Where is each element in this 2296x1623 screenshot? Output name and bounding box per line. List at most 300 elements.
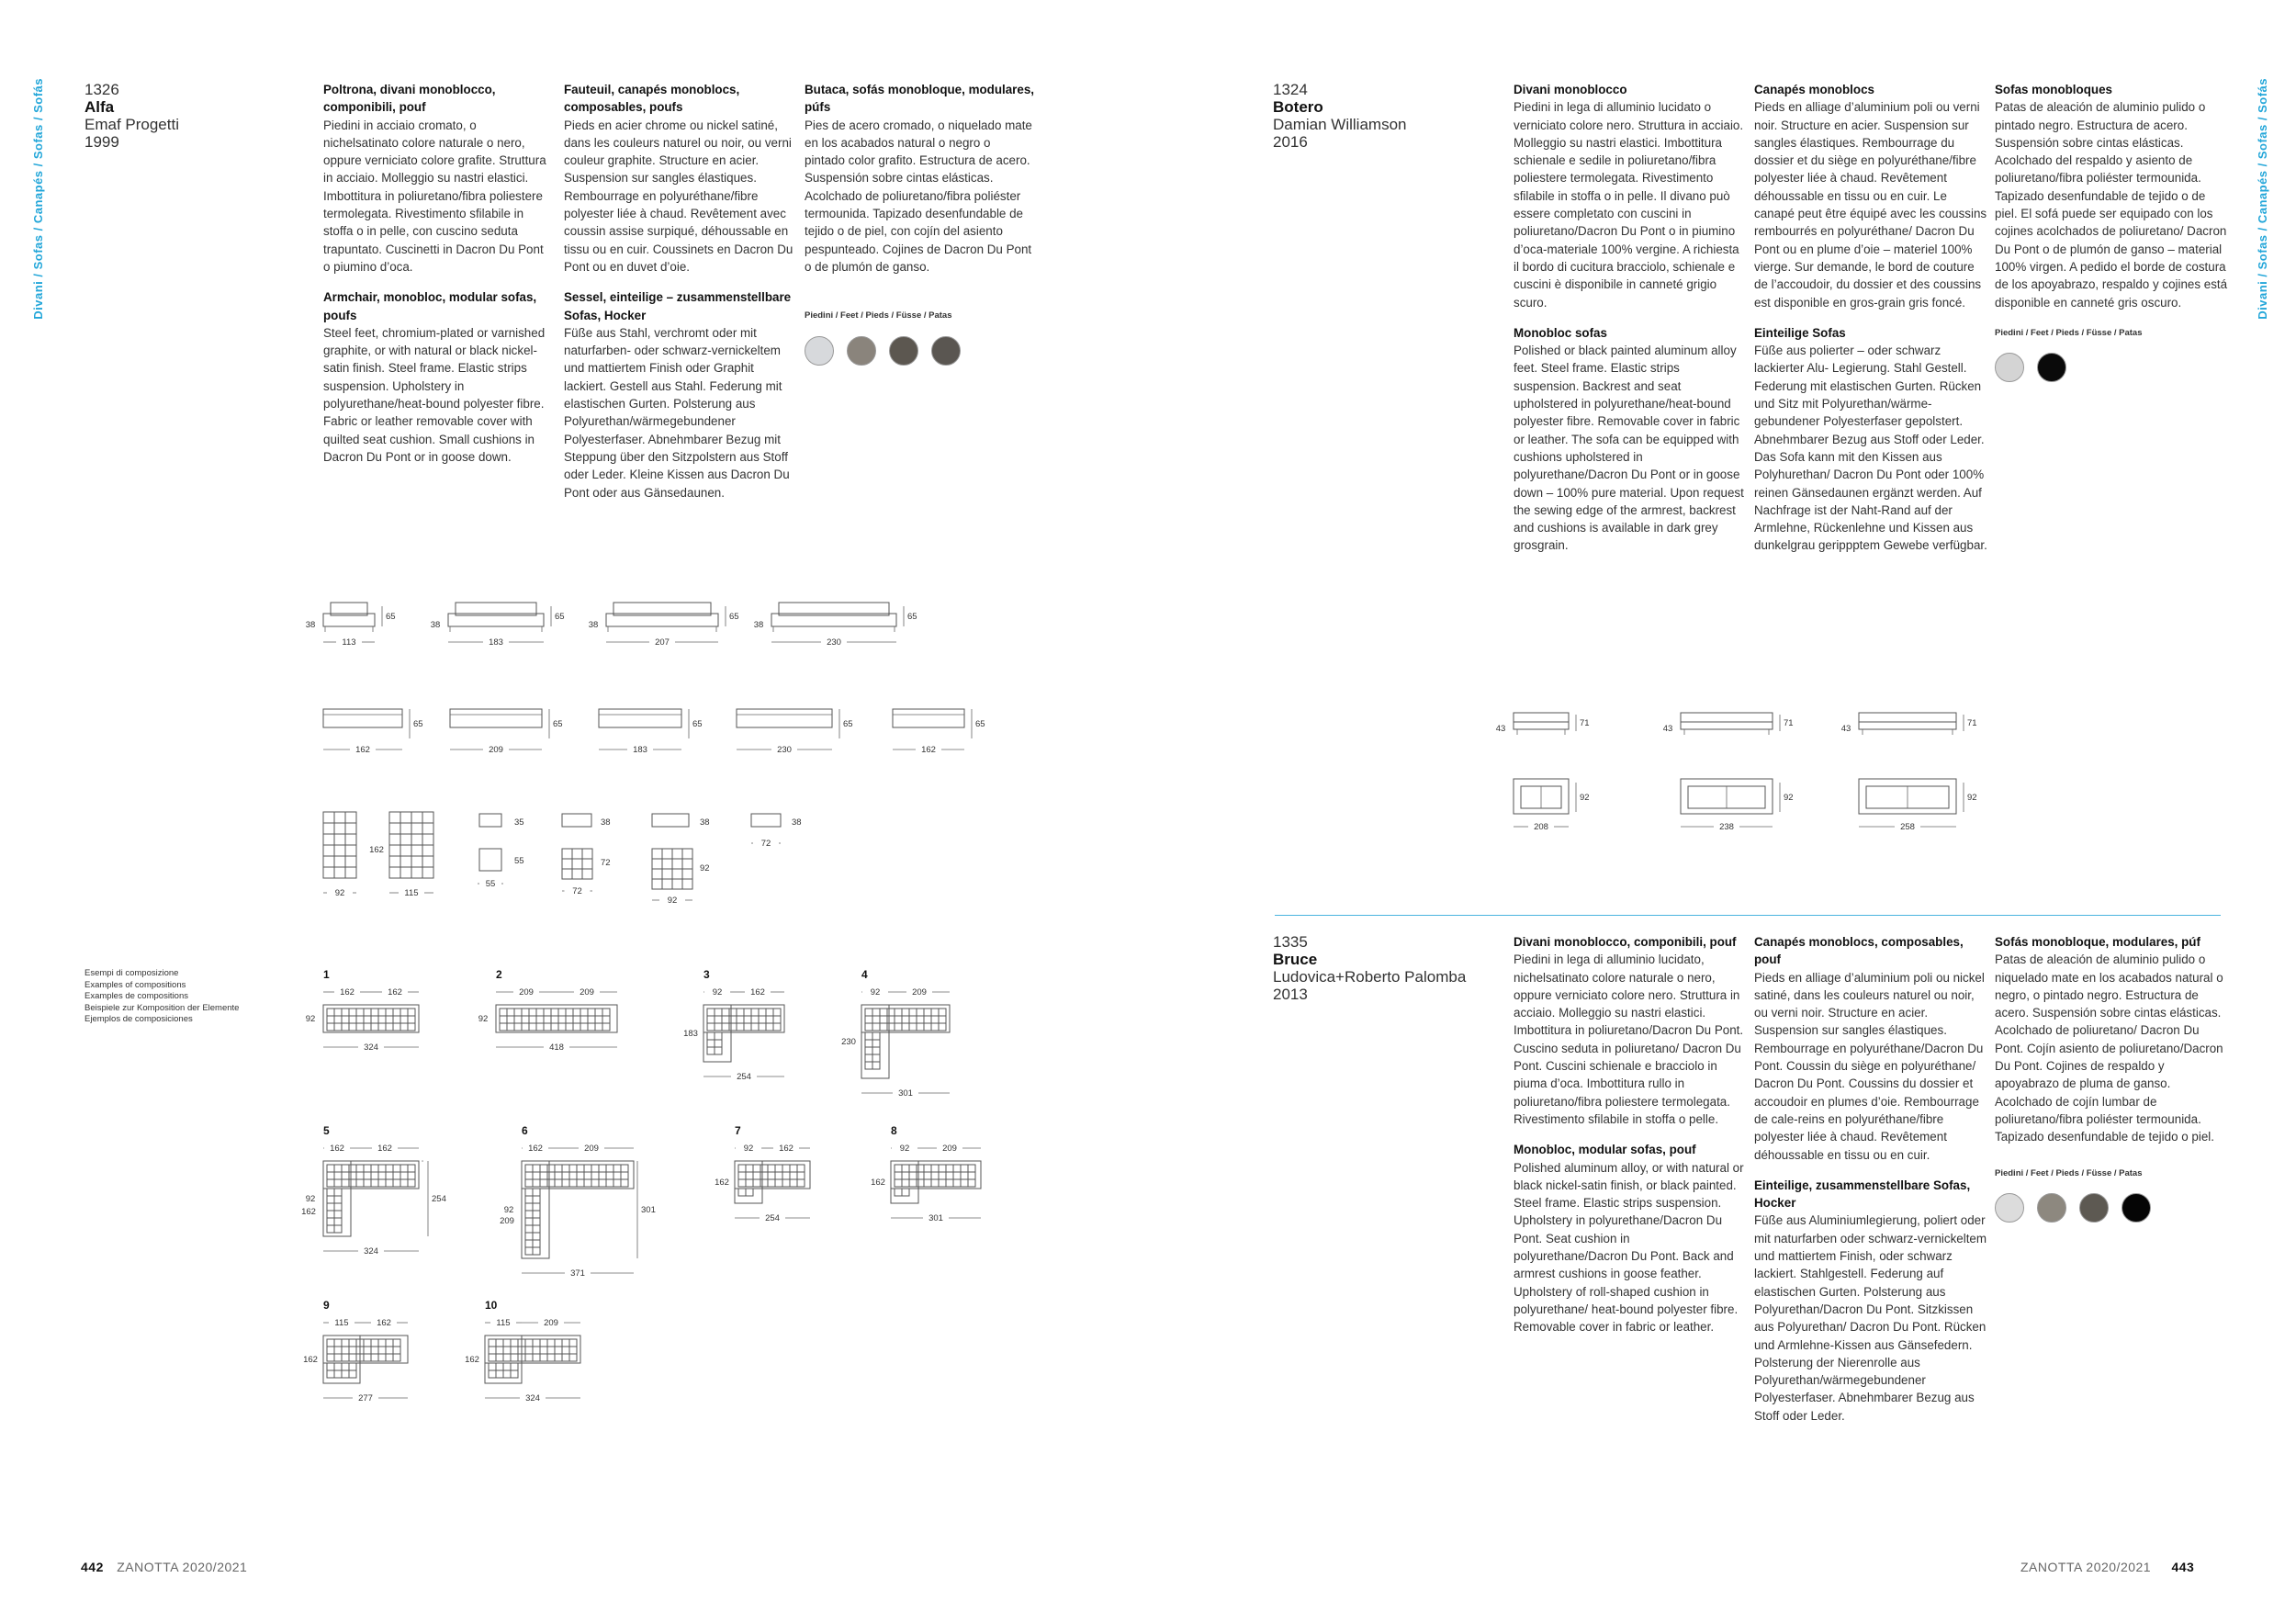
composition-cell: [573, 1016, 580, 1023]
dimension-label: 115: [496, 1318, 511, 1328]
composition-cell: [931, 1179, 939, 1187]
dimension-label: 254: [765, 1213, 780, 1223]
composition-cell: [386, 1023, 393, 1031]
composition-cell: [334, 1189, 342, 1196]
composition-cell: [880, 1009, 887, 1016]
cushion-cell: [345, 867, 356, 878]
composition-cell: [371, 1339, 378, 1347]
composition-cell: [946, 1179, 953, 1187]
composition-cell: [924, 1165, 931, 1172]
composition-cell: [511, 1363, 518, 1370]
composition-cell: [503, 1347, 511, 1354]
product-year: 2016: [1273, 133, 1308, 151]
composition-cell: [371, 1354, 378, 1361]
composition-cell: [865, 1016, 872, 1023]
composition-cell: [555, 1179, 562, 1187]
composition-cell: [895, 1023, 902, 1031]
dimension-label: 92: [899, 1144, 910, 1154]
composition-cell: [364, 1179, 371, 1187]
composition-cell: [887, 1009, 895, 1016]
dimension-label: 277: [358, 1393, 373, 1403]
composition-cell: [371, 1179, 378, 1187]
composition-cell: [895, 1172, 902, 1179]
composition-cell: [606, 1165, 613, 1172]
dimension-label: 230: [827, 637, 841, 648]
composition-cell: [555, 1347, 562, 1354]
cushion-cell: [323, 834, 334, 845]
composition-cell: [737, 1016, 744, 1023]
composition-cell: [909, 1009, 917, 1016]
cushion-cell: [422, 845, 433, 856]
composition-cell: [569, 1165, 577, 1172]
dimension-label: 38: [700, 817, 710, 828]
cushion-cell: [582, 859, 592, 869]
composition-cell: [533, 1339, 540, 1347]
composition-cell: [342, 1172, 349, 1179]
cushion-cell: [662, 859, 672, 869]
dimension-label: 38: [753, 620, 764, 630]
product-designer: Ludovica+Roberto Palomba: [1273, 968, 1467, 986]
composition-cell: [489, 1370, 496, 1378]
composition-cell: [746, 1189, 753, 1196]
side-category-label-right: Divani / Sofas / Canapés / Sofas / Sofás: [2256, 78, 2269, 320]
composition-number: 6: [522, 1124, 528, 1137]
composition-cell: [400, 1016, 408, 1023]
composition-cell: [588, 1016, 595, 1023]
cushion-cell: [334, 856, 345, 867]
composition-cell: [924, 1009, 931, 1016]
composition-cell: [349, 1339, 356, 1347]
composition-cell: [364, 1016, 371, 1023]
composition-cell: [599, 1172, 606, 1179]
composition-cell: [595, 1016, 602, 1023]
feet-finish-label: Piedini / Feet / Pieds / Füsse / Patas: [1995, 327, 2143, 338]
composition-cell: [909, 1165, 917, 1172]
composition-cell: [378, 1016, 386, 1023]
composition-cell: [547, 1172, 555, 1179]
composition-cell: [327, 1339, 334, 1347]
cushion-cell: [662, 849, 672, 859]
cushion-cell: [572, 869, 582, 879]
composition-cell: [902, 1165, 909, 1172]
composition-cell: [334, 1009, 342, 1016]
composition-cell: [533, 1203, 540, 1211]
composition-cell: [790, 1165, 797, 1172]
alfa-de-text: Füße aus Stahl, verchromt oder mit naturfarben- oder schwarz-vernickeltem und mattiertem Finish oder Graphit lackiert. Gestell aus Stahl. Federung mit elastischen Gurten. Polsterung aus Polyurethan/wärmegebundener Polyesterfaser. Abnehmbarer Bezug mit Steppung über den Sitzpolstern aus Stoff oder Leder. Kleine Kissen aus Dacron Du Pont oder aus Gänsedaunen.: [564, 325, 790, 500]
composition-cell: [715, 1032, 722, 1040]
composition-cell: [533, 1347, 540, 1354]
cushion-cell: [411, 834, 422, 845]
composition-cell: [902, 1016, 909, 1023]
compositions-label-line: Beispiele zur Komposition der Elemente: [84, 1002, 240, 1013]
composition-cell: [744, 1023, 751, 1031]
alfa-en-title: Armchair, monobloc, modular sofas, poufs: [323, 290, 537, 322]
composition-cell: [533, 1189, 540, 1196]
composition-cell: [939, 1172, 946, 1179]
composition-cell: [584, 1179, 591, 1187]
composition-cell: [729, 1023, 737, 1031]
dimension-label: 209: [489, 745, 503, 755]
dimension-label: 92: [503, 1205, 514, 1215]
composition-cell: [503, 1354, 511, 1361]
composition-cell: [613, 1179, 621, 1187]
composition-cell: [775, 1179, 782, 1187]
composition-cell: [577, 1165, 584, 1172]
dimension-label: 209: [942, 1144, 957, 1154]
composition-cell: [408, 1009, 415, 1016]
composition-cell: [782, 1165, 790, 1172]
composition-cell: [895, 1009, 902, 1016]
cushion-cell: [672, 859, 682, 869]
composition-cell: [759, 1009, 766, 1016]
composition-cell: [562, 1347, 569, 1354]
cushion-cell: [682, 859, 692, 869]
cushion-cell: [389, 856, 400, 867]
composition-cell: [917, 1016, 924, 1023]
composition-cell: [327, 1347, 334, 1354]
composition-cell: [939, 1009, 946, 1016]
botero-it-title: Divani monoblocco: [1514, 83, 1627, 96]
dimension-label: 43: [1840, 724, 1851, 734]
dimension-label: 258: [1900, 822, 1915, 832]
composition-cell: [327, 1370, 334, 1378]
dimension-label: 65: [553, 719, 563, 729]
composition-cell: [371, 1172, 378, 1179]
composition-cell: [555, 1339, 562, 1347]
composition-cell: [968, 1172, 975, 1179]
composition-cell: [393, 1347, 400, 1354]
composition-cell: [773, 1023, 781, 1031]
composition-cell: [327, 1172, 334, 1179]
composition-cell: [364, 1339, 371, 1347]
cushion-cell: [422, 812, 433, 823]
dimension-label: 162: [303, 1355, 318, 1365]
dimension-label: 38: [601, 817, 611, 828]
bruce-fr-title: Canapés monoblocs, composables, pouf: [1754, 935, 1964, 967]
botero-en-title: Monobloc sofas: [1514, 325, 1607, 340]
product-designer: Damian Williamson: [1273, 116, 1407, 133]
composition-cell: [588, 1009, 595, 1016]
composition-cell: [349, 1023, 356, 1031]
dimension-label: 92: [743, 1144, 754, 1154]
composition-cell: [931, 1016, 939, 1023]
composition-cell: [902, 1009, 909, 1016]
composition-cell: [525, 1240, 533, 1247]
composition-cell: [371, 1023, 378, 1031]
composition-cell: [544, 1023, 551, 1031]
composition-cell: [327, 1225, 334, 1233]
composition-cell: [386, 1354, 393, 1361]
cushion-cell: [562, 859, 572, 869]
botero-de-title: Einteilige Sofas: [1754, 325, 1846, 340]
cushion-cell: [389, 823, 400, 834]
cushion-cell: [411, 845, 422, 856]
composition-cell: [595, 1023, 602, 1031]
composition-cell: [334, 1179, 342, 1187]
composition-cell: [378, 1347, 386, 1354]
dimension-label: 92: [870, 987, 881, 997]
composition-cell: [489, 1354, 496, 1361]
composition-cell: [525, 1347, 533, 1354]
composition-cell: [525, 1172, 533, 1179]
composition-cell: [902, 1179, 909, 1187]
composition-cell: [753, 1172, 760, 1179]
composition-cell: [540, 1347, 547, 1354]
dimension-label: 65: [555, 612, 565, 622]
page-number: 443: [2171, 1560, 2195, 1574]
composition-cell: [525, 1165, 533, 1172]
composition-cell: [533, 1165, 540, 1172]
composition-cell: [533, 1240, 540, 1247]
composition-cell: [349, 1009, 356, 1016]
composition-cell: [342, 1354, 349, 1361]
composition-cell: [715, 1009, 722, 1016]
composition-cell: [917, 1165, 924, 1172]
composition-cell: [364, 1347, 371, 1354]
composition-cell: [400, 1179, 408, 1187]
composition-cell: [558, 1023, 566, 1031]
product-designer: Emaf Progetti: [84, 116, 179, 133]
sofa-seat: [1681, 722, 1773, 729]
composition-cell: [729, 1009, 737, 1016]
composition-cell: [522, 1009, 529, 1016]
composition-cell: [327, 1203, 334, 1211]
cushion-cell: [582, 849, 592, 859]
composition-cell: [496, 1363, 503, 1370]
dimension-label: 71: [1580, 718, 1590, 728]
dimension-label: 162: [921, 745, 936, 755]
composition-cell: [865, 1009, 872, 1016]
composition-cell: [939, 1165, 946, 1172]
cushion-cell: [562, 869, 572, 879]
composition-cell: [775, 1172, 782, 1179]
composition-cell: [334, 1172, 342, 1179]
composition-cell: [334, 1016, 342, 1023]
composition-cell: [602, 1023, 610, 1031]
pouf-side: [652, 814, 689, 827]
dimension-label: 162: [750, 987, 765, 997]
dimension-label: 162: [779, 1144, 793, 1154]
composition-cell: [533, 1225, 540, 1233]
composition-number: 9: [323, 1299, 330, 1312]
composition-cell: [738, 1179, 746, 1187]
composition-cell: [931, 1165, 939, 1172]
composition-cell: [364, 1023, 371, 1031]
sofa-plan: [893, 709, 964, 727]
bruce-it-title: Divani monoblocco, componibili, pouf: [1514, 935, 1737, 949]
composition-cell: [715, 1047, 722, 1054]
composition-cell: [356, 1023, 364, 1031]
composition-cell: [895, 1179, 902, 1187]
dimension-label: 38: [305, 620, 316, 630]
dimension-label: 72: [572, 886, 582, 896]
composition-cell: [768, 1172, 775, 1179]
composition-cell: [393, 1009, 400, 1016]
cushion-cell: [323, 856, 334, 867]
composition-cell: [917, 1179, 924, 1187]
bruce-de-text: Füße aus Aluminiumlegierung, poliert oder mit naturfarben oder schwarz-vernickeltem und mattiertem Finish, oder schwarz lackiert. Stahlgestell. Federung auf elastischen Gurten. Polsterung aus Polyurethan/Dacron Du Pont. Sitzkissen aus Polyurethan/ Dacron Du Pont. Rücken und Armlehne-Kissen aus Gänsefedern. Polsterung der Nierenrolle aus Polyurethan/wärmegebundener Polyesterfaser. Abnehmbarer Bezug aus Stoff oder Leder.: [1754, 1213, 1987, 1423]
composition-cell: [573, 1023, 580, 1031]
composition-cell: [489, 1339, 496, 1347]
dimension-label: 162: [377, 1144, 392, 1154]
composition-cell: [580, 1016, 588, 1023]
composition-cell: [946, 1172, 953, 1179]
dimension-label: 43: [1495, 724, 1506, 734]
dimension-label: 92: [700, 863, 710, 873]
alfa-es-title: Butaca, sofás monobloque, modulares, púfs: [805, 83, 1035, 115]
composition-cell: [902, 1189, 909, 1196]
alfa-it-title: Poltrona, divani monoblocco, componibili, pouf: [323, 83, 496, 115]
composition-cell: [540, 1354, 547, 1361]
composition-cell: [566, 1023, 573, 1031]
composition-cell: [773, 1016, 781, 1023]
composition-cell: [880, 1016, 887, 1023]
side-category-label-left: Divani / Sofas / Canapés / Sofas / Sofás: [31, 78, 45, 320]
composition-cell: [327, 1196, 334, 1203]
composition-cell: [753, 1179, 760, 1187]
composition-cell: [753, 1165, 760, 1172]
composition-cell: [737, 1009, 744, 1016]
composition-cell: [400, 1172, 408, 1179]
composition-cell: [961, 1165, 968, 1172]
composition-cell: [349, 1354, 356, 1361]
cushion-cell: [323, 823, 334, 834]
composition-number: 7: [735, 1124, 741, 1137]
botero-es-text: Patas de aleación de aluminio pulido o pintado negro. Estructura de acero. Suspensión sobre cintas elásticas. Acolchado del respaldo y asiento de poliuretano/fibra poliéster termounida. Tapizado desenfundable de tejido o de piel. El sofá puede ser equipado con los cojines acolchados de poliuretano/ Dacron Du Pont o de plumón de ganso – material 100% virgen. A pedido el borde de costura de los apoyabrazo, respaldo y cojines está disponible en canneté gris oscuro.: [1995, 100, 2228, 310]
composition-cell: [865, 1032, 872, 1040]
composition-cell: [327, 1179, 334, 1187]
composition-cell: [782, 1172, 790, 1179]
composition-cell: [729, 1016, 737, 1023]
composition-cell: [707, 1040, 715, 1047]
dimension-label: 115: [334, 1318, 349, 1328]
dimension-label: 162: [369, 845, 384, 855]
composition-cell: [931, 1009, 939, 1016]
dimension-label: 38: [430, 620, 441, 630]
cushion-cell: [400, 823, 411, 834]
composition-cell: [386, 1172, 393, 1179]
composition-cell: [797, 1172, 805, 1179]
composition-cell: [584, 1165, 591, 1172]
composition-cell: [393, 1016, 400, 1023]
composition-cell: [349, 1165, 356, 1172]
composition-cell: [760, 1165, 768, 1172]
composition-cell: [606, 1172, 613, 1179]
composition-cell: [525, 1189, 533, 1196]
composition-cell: [760, 1172, 768, 1179]
sofa-back: [1859, 713, 1956, 722]
sofa-back: [1681, 713, 1773, 722]
composition-cell: [371, 1347, 378, 1354]
composition-cell: [602, 1016, 610, 1023]
composition-cell: [715, 1040, 722, 1047]
composition-cell: [865, 1040, 872, 1047]
dimension-label: 71: [1784, 718, 1794, 728]
composition-cell: [577, 1172, 584, 1179]
dimension-label: 38: [792, 817, 802, 828]
composition-cell: [378, 1009, 386, 1016]
composition-cell: [715, 1016, 722, 1023]
composition-cell: [744, 1009, 751, 1016]
composition-cell: [378, 1023, 386, 1031]
composition-cell: [356, 1016, 364, 1023]
dimension-label: 162: [377, 1318, 391, 1328]
composition-cell: [349, 1172, 356, 1179]
cushion-cell: [411, 812, 422, 823]
cushion-cell: [682, 879, 692, 889]
cushion-cell: [334, 834, 345, 845]
composition-cell: [386, 1347, 393, 1354]
sofa-back: [1514, 713, 1569, 722]
composition-cell: [525, 1339, 533, 1347]
composition-cell: [917, 1009, 924, 1016]
composition-cell: [551, 1023, 558, 1031]
botero-fr-title: Canapés monoblocs: [1754, 83, 1874, 96]
botero-de-text: Füße aus polierter – oder schwarz lackierter Alu- Legierung. Stahl Gestell. Federung mit elastischen Gurten. Rücken und Sitz mit Polyurethan/wärme-gebundener Polyesterfaser gepolstert. Abnehmbarer Bezug aus Stoff oder Leder. Das Sofa kann mit den Kissen aus Polyhurethan/ Dacron Du Pont oder 100% reinen Gänsedaunen ergänzt werden. Auf Nachfrage ist der Naht-Rand auf der Armlehne, Rückenlehne und Kissen aus dunkelgrau gerippptem Gewebe verfügbar.: [1754, 344, 1987, 553]
cushion-cell: [582, 869, 592, 879]
composition-cell: [503, 1363, 511, 1370]
composition-cell: [496, 1347, 503, 1354]
composition-cell: [327, 1363, 334, 1370]
composition-cell: [569, 1354, 577, 1361]
composition-cell: [349, 1370, 356, 1378]
composition-cell: [707, 1009, 715, 1016]
dimension-label: 324: [525, 1393, 540, 1403]
dimension-label: 92: [667, 896, 678, 906]
composition-cell: [613, 1172, 621, 1179]
composition-cell: [924, 1172, 931, 1179]
composition-cell: [533, 1218, 540, 1225]
composition-cell: [569, 1347, 577, 1354]
composition-cell: [909, 1016, 917, 1023]
composition-cell: [773, 1009, 781, 1016]
cushion-cell: [345, 845, 356, 856]
pouf-side: [562, 814, 591, 827]
cushion-cell: [323, 812, 334, 823]
dimension-label: 418: [549, 1043, 564, 1053]
composition-cell: [540, 1165, 547, 1172]
dimension-label: 92: [305, 1014, 316, 1024]
botero-it-text: Piedini in lega di alluminio lucidato o verniciato colore nero. Struttura in acciaio. Molleggio su nastri elastici. Imbottitura schienale e sedile in poliuretano/fibra poliestere termolegata. Rivestimento sfilabile in stoffa o in pelle. Il divano può essere completato con cuscini in poliuretano/Dacron Du Pont o in piumino d’oca-materiale 100% vergine. A richiesta il bordo di cucitura bracciolo, schienale e cuscini è disponibile in canneté grigio scuro.: [1514, 100, 1744, 310]
composition-cell: [588, 1023, 595, 1031]
cushion-cell: [652, 879, 662, 889]
composition-cell: [378, 1172, 386, 1179]
composition-cell: [334, 1218, 342, 1225]
product-name: Alfa: [84, 98, 115, 116]
composition-cell: [751, 1023, 759, 1031]
composition-cell: [378, 1165, 386, 1172]
composition-cell: [511, 1347, 518, 1354]
cushion-cell: [334, 867, 345, 878]
composition-cell: [327, 1023, 334, 1031]
composition-cell: [738, 1165, 746, 1172]
composition-cell: [759, 1016, 766, 1023]
composition-cell: [613, 1165, 621, 1172]
composition-cell: [790, 1172, 797, 1179]
composition-cell: [378, 1339, 386, 1347]
composition-cell: [334, 1354, 342, 1361]
composition-cell: [621, 1179, 628, 1187]
sofa-seat: [1859, 722, 1956, 729]
dimension-label: 43: [1662, 724, 1673, 734]
sofa-plan: [599, 709, 681, 727]
composition-cell: [722, 1009, 729, 1016]
composition-cell: [872, 1047, 880, 1054]
composition-cell: [393, 1165, 400, 1172]
composition-cell: [746, 1172, 753, 1179]
dimension-label: 209: [912, 987, 927, 997]
composition-cell: [547, 1179, 555, 1187]
